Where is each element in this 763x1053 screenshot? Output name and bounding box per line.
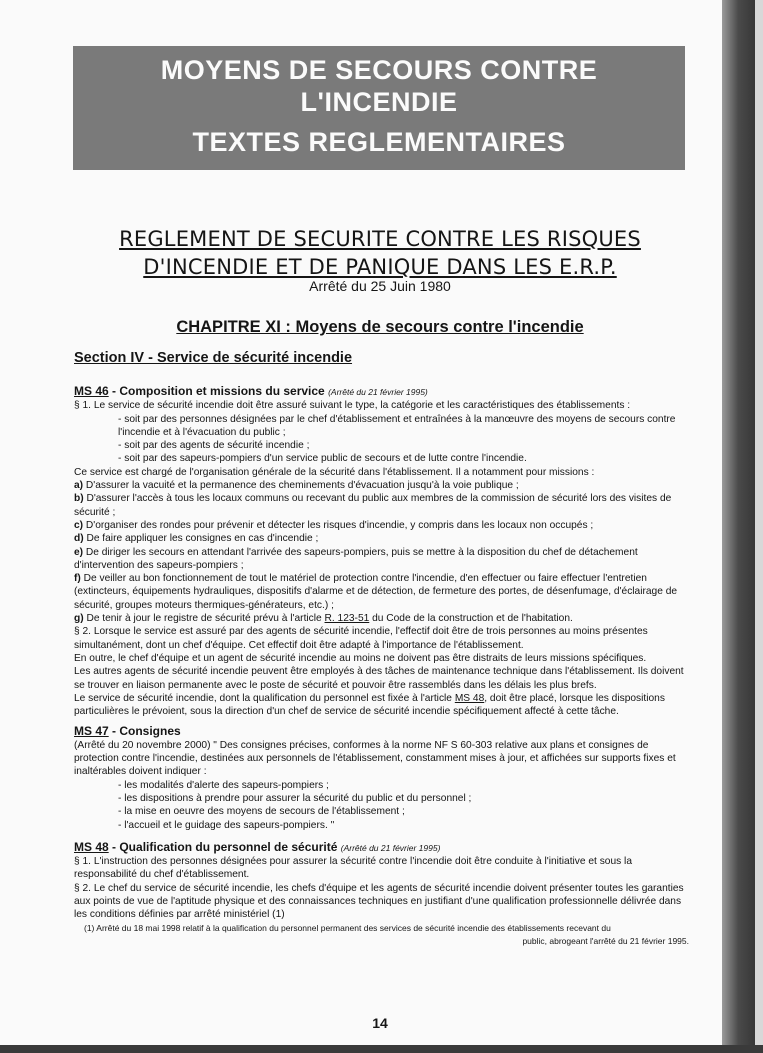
list-item: - l'accueil et le guidage des sapeurs-pompiers. " [118,819,335,831]
paragraph: Le service de sécurité incendie, dont la qualification du personnel est fixée à l'article MS 48, doit être placé, lorsque les dispositions particulières le prévoient, sous la direction d'un chef de service de sécurité incendie spécifiquement affecté à cette tâche. [74,692,665,718]
paragraph: § 2. Le chef du service de sécurité incendie, les chefs d'équipe et les agents de sécurité incendie doivent présenter toutes les garanties aux points de vue de l'aptitude physique et des connaissances techniques en justifiant d'une qualification professionnelle délivrée dans les conditions définies par arrêté ministériel (1) [74,882,684,921]
paragraph: Ce service est chargé de l'organisation générale de la sécurité dans l'établissement. Il a notamment pour missions : [74,466,595,478]
article-date: (Arrêté du 21 février 1995) [340,842,441,853]
list-item: - les modalités d'alerte des sapeurs-pompiers ; [118,779,329,791]
article-code: MS 46 [74,384,109,398]
mission-item: a) D'assurer la vacuité et la permanence des cheminements d'évacuation jusqu'à la voie publique ; [74,480,519,492]
mission-item: c) D'organiser des rondes pour prévenir et détecter les risques d'incendie, y compris dans les locaux non occupés ; [74,519,594,531]
footnote-continued: public, abrogeant l'arrêté du 21 février 1995. [522,935,689,946]
paragraph: § 2. Lorsque le service est assuré par des agents de sécurité incendie, l'effectif doit être de trois personnes au moins présentes simultanément, dont un chef d'équipe. Cet effectif doit être adapté à l'importance de l'établissement. [74,626,648,651]
header-banner [73,46,685,170]
article-code: MS 47 [74,724,109,739]
article-ms47-heading [74,725,689,738]
article-code: MS 48 [74,839,109,854]
article-title: - Qualification du personnel de sécurité [108,839,341,854]
paragraph: Les autres agents de sécurité incendie peuvent être employés à des tâches de maintenance technique dans l'établissement. Ils doivent se trouver en liaison permanente avec le poste de sécurité et pouvoir être rassemblés dans les délais les plus brefs. [74,666,684,691]
mission-item: d) De faire appliquer les consignes en cas d'incendie ; [74,533,319,545]
banner-line-2: L'INCENDIE [300,87,458,117]
reference-link: R. 123-51 [324,613,370,625]
footnote: (1) Arrêté du 18 mai 1998 relatif à la qualification du personnel permanent des services de sécurité incendie des établissements recevant du [84,922,611,933]
reference-link: MS 48 [454,692,485,704]
paragraph: § 1. L'instruction des personnes désignées pour assurer la sécurité contre l'incendie doit être conduite à l'initiative et sous la responsabilité du chef d'établissement. [74,856,632,881]
paragraph: § 1. Le service de sécurité incendie doit être assuré suivant le type, la catégorie et les caractéristiques des établissements : [74,400,631,412]
list-item: - les dispositions à prendre pour assurer la sécurité du public et du personnel ; [118,792,472,804]
reglement-title-line-2: D'INCENDIE ET DE PANIQUE DANS LES E.R.P. [143,255,617,279]
article-ms48-heading [74,841,689,855]
page-edge-highlight [755,0,763,1053]
paragraph: (Arrêté du 20 novembre 2000) " Des consignes précises, conformes à la norme NF S 60-303 relative aux plans et consignes de protection contre l'incendie, destinées aux personnels de l'établissement, constamment mises à jour, et affichées sur supports fixes et inaltérables doivent indiquer : [74,739,676,778]
section-title: Section IV - Service de sécurité incendie [74,350,353,366]
article-title: - Composition et missions du service [108,384,329,398]
article-date: (Arrêté du 21 février 1995) [328,387,428,397]
article-title: - Consignes [108,724,181,739]
paragraph: En outre, le chef d'équipe et un agent de sécurité incendie au moins ne doivent pas être distraits de leurs missions spécifiques. [74,652,647,664]
reglement-title-line-1: REGLEMENT DE SECURITE CONTRE LES RISQUES [119,227,641,251]
mission-item: e) De diriger les secours en attendant l'arrivée des sapeurs-pompiers, puis se mettre à la disposition du chef de détachement d'intervention des sapeurs-pompiers ; [74,546,638,571]
arrete-date: Arrêté du 25 Juin 1980 [309,278,451,294]
chapter-title: CHAPITRE XI : Moyens de secours contre l'incendie [176,318,584,336]
mission-item: f) De veiller au bon fonctionnement de tout le matériel de protection contre l'incendie, d'en effectuer ou faire effectuer l'entretien (extincteurs, équipements hydrauliques, dispositifs d'alarme et de détection, de fermeture des portes, de désenfumage, d'éclairage de sécurité, groupes moteurs thermiques-générateurs, etc.) ; [74,573,678,611]
mission-item: b) D'assurer l'accès à tous les locaux communs ou recevant du public aux membres de la commission de sécurité lors des visites de sécurité ; [74,493,672,518]
article-ms46-heading [74,385,689,399]
mission-item: g) De tenir à jour le registre de sécurité prévu à l'article R. 123-51 du Code de la construction et de l'habitation. [74,613,573,625]
document-body [74,385,689,948]
page-number: 14 [372,1015,388,1031]
banner-line-3: TEXTES REGLEMENTAIRES [192,127,566,157]
list-item: - la mise en oeuvre des moyens de secours de l'établissement ; [118,806,405,818]
list-item: - soit par des personnes désignées par le chef d'établissement et entraînées à la manœuvre des moyens de secours contre l'incendie et à l'évacuation du public ; [118,413,676,438]
page-bottom-edge [0,1045,763,1053]
reglement-title [70,225,690,281]
banner-line-1: MOYENS DE SECOURS CONTRE [160,55,598,85]
list-item: - soit par des agents de sécurité incendie ; [118,440,310,452]
list-item: - soit par des sapeurs-pompiers d'un service public de secours et de lutte contre l'incendie. [118,453,527,465]
